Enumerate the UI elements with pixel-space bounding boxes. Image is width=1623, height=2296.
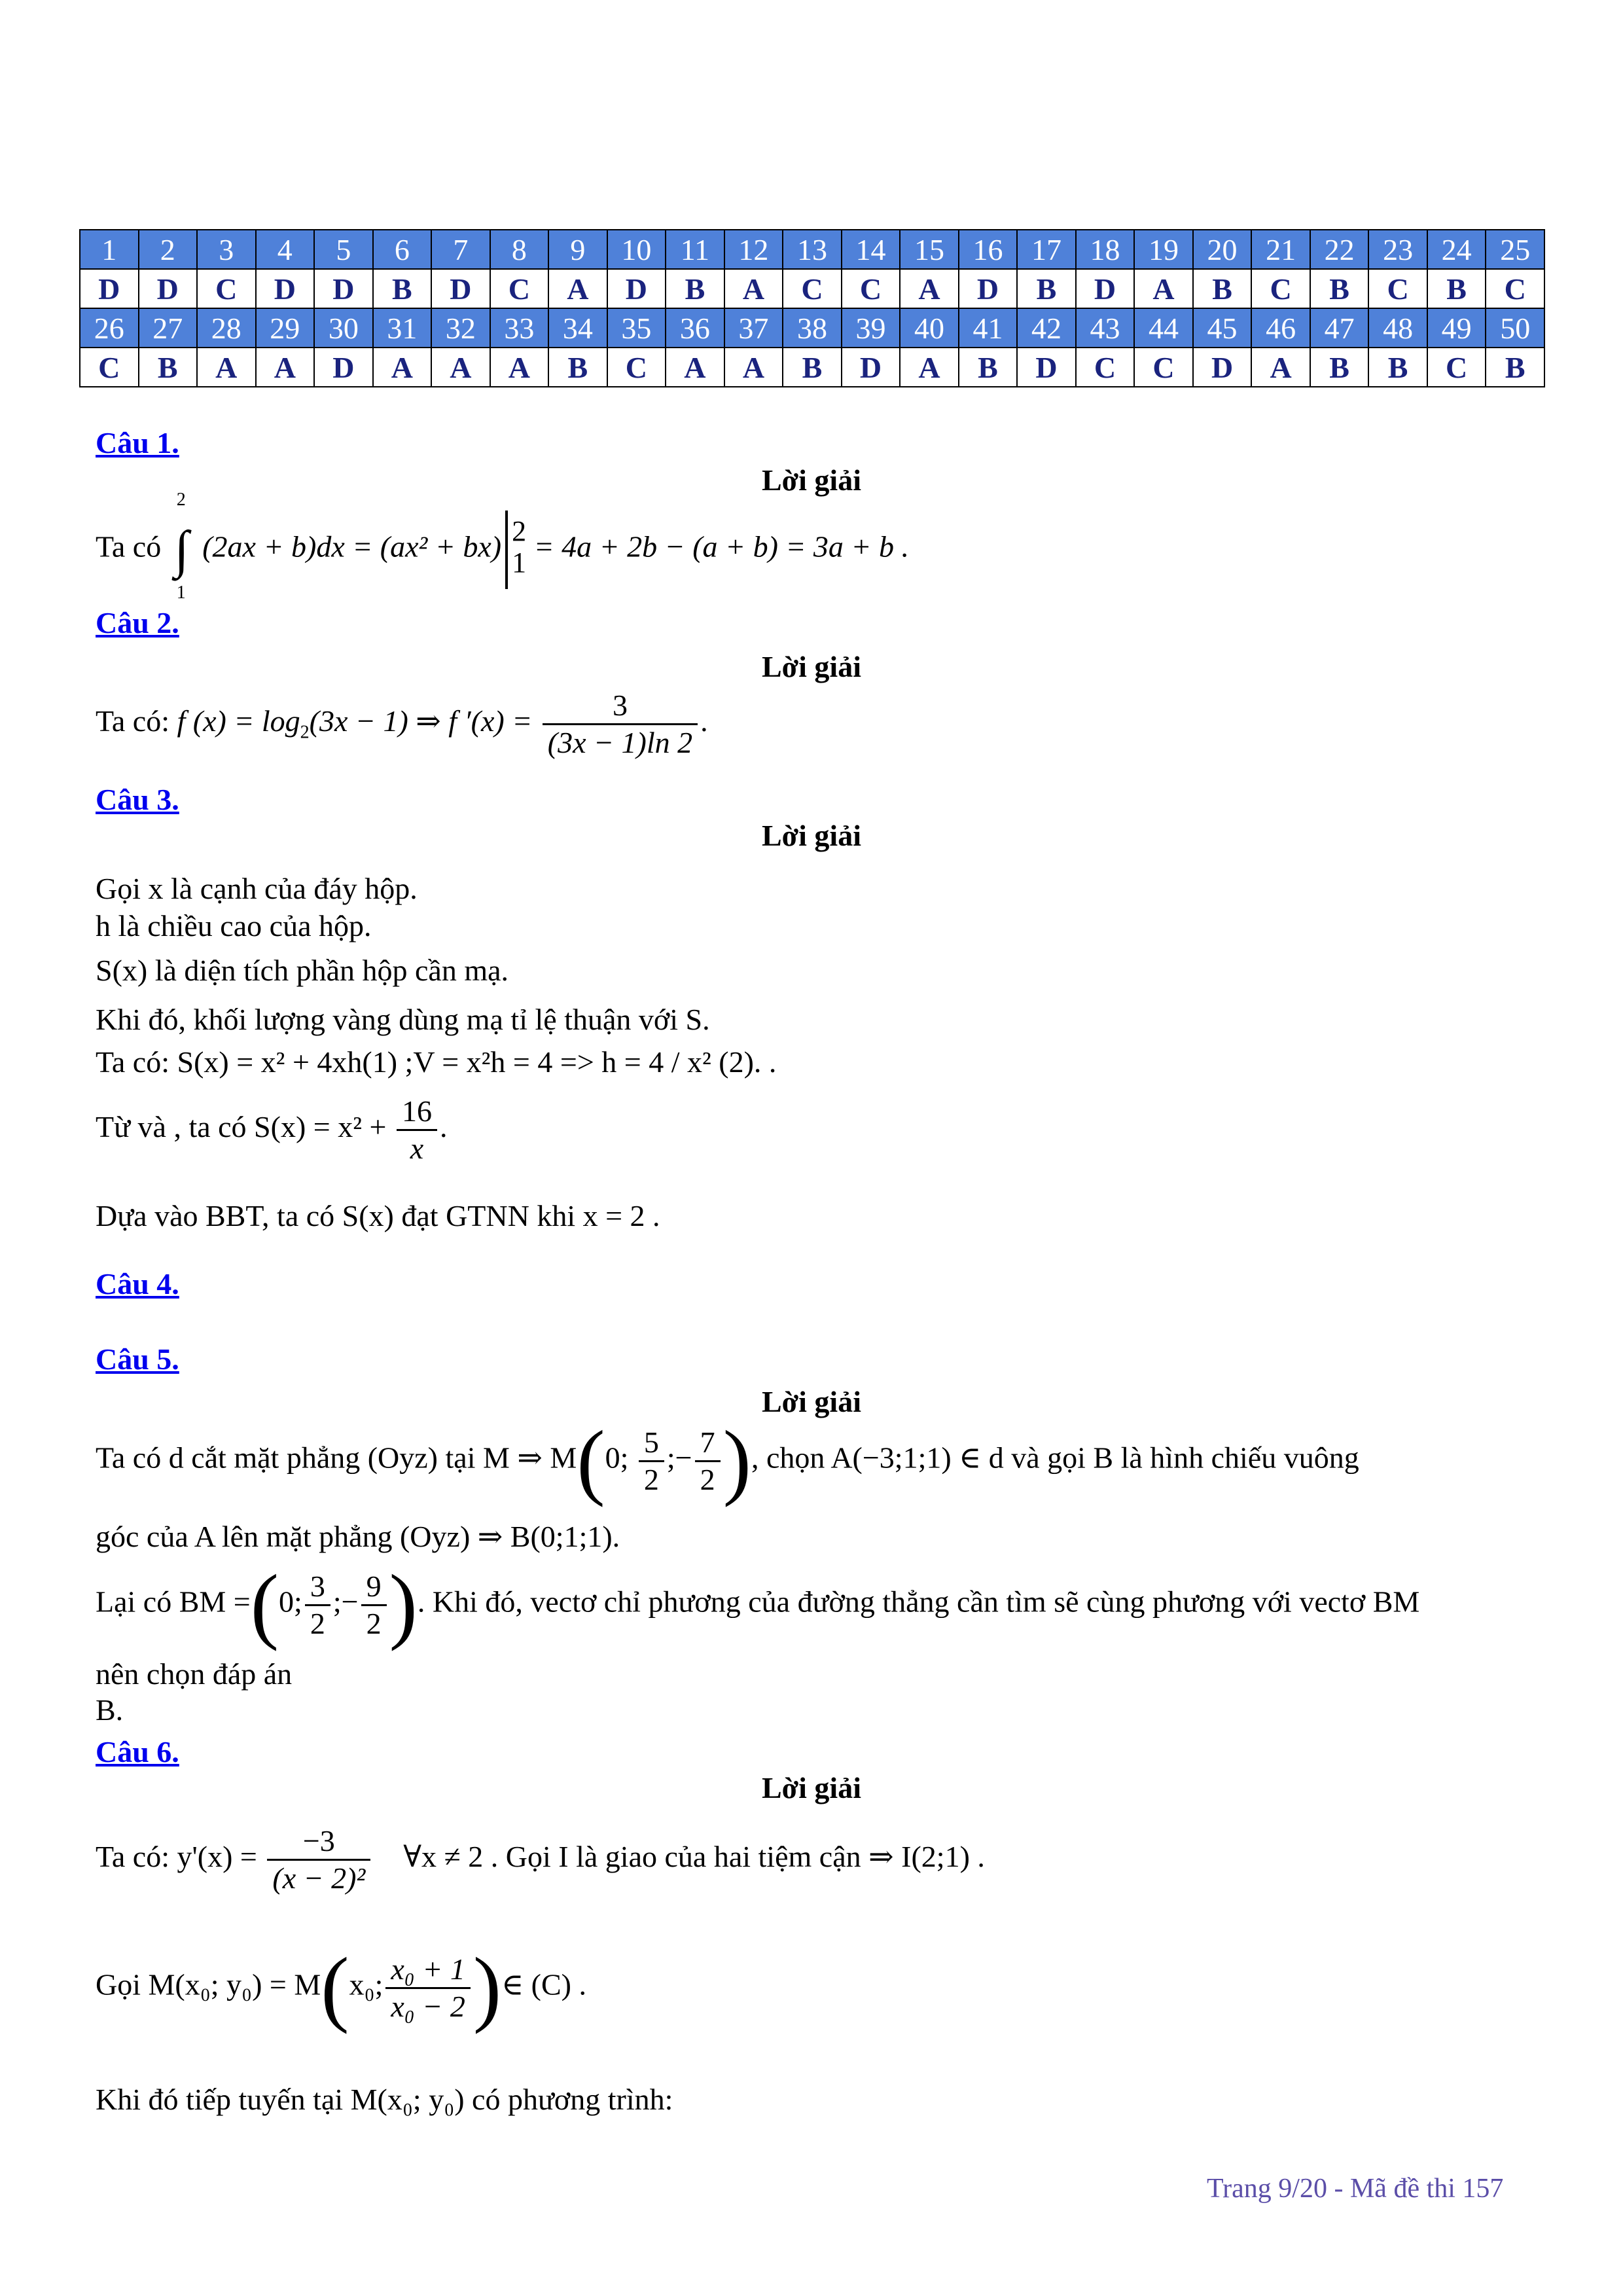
answer-letter-cell: C (842, 269, 901, 308)
answer-letter-cell: A (373, 348, 432, 387)
question-number-cell: 1 (80, 230, 139, 269)
answer-letter-cell: D (1193, 348, 1252, 387)
answer-letter-cell: D (256, 269, 315, 308)
answer-letter-cell: D (842, 348, 901, 387)
q3-line2: h là chiều cao của hộp. (96, 909, 372, 942)
question-number-cell: 5 (314, 230, 373, 269)
question-number-cell: 34 (548, 308, 607, 348)
answer-letter-cell: B (1310, 348, 1369, 387)
answer-letter-cell: B (666, 269, 724, 308)
q3-line7: Dựa vào BBT, ta có S(x) đạt GTNN khi x = 2 . (96, 1199, 660, 1232)
answer-row (80, 269, 1544, 308)
question-number-cell: 10 (607, 230, 666, 269)
answer-letter-cell: A (431, 348, 490, 387)
answer-letter-cell: D (314, 348, 373, 387)
question-number-cell: 32 (431, 308, 490, 348)
question-number-cell: 42 (1017, 308, 1076, 348)
answer-letter-cell: A (724, 269, 783, 308)
q1-solution-label: Lời giải (762, 463, 861, 497)
q2-solution-label: Lời giải (762, 650, 861, 683)
answer-letter-cell: C (1368, 269, 1427, 308)
page-footer: Trang 9/20 - Mã đề thi 157 (1207, 2174, 1504, 2204)
answer-letter-cell: B (1486, 348, 1544, 387)
answer-letter-cell: A (197, 348, 256, 387)
question-number-cell: 8 (490, 230, 549, 269)
answer-letter-cell: D (959, 269, 1018, 308)
answer-row (80, 230, 1544, 269)
q3-line5: Ta có: S(x) = x² + 4xh(1) ;V = x²h = 4 => h = 4 / x² (2). . (96, 1045, 777, 1079)
q3-title: Câu 3. (96, 783, 179, 816)
question-number-cell: 26 (80, 308, 139, 348)
question-number-cell: 39 (842, 308, 901, 348)
answer-row (80, 308, 1544, 348)
question-number-cell: 46 (1251, 308, 1310, 348)
q1-equation: Ta có 2 ∫ 1 (2ax + b)dx = (ax² + bx) 2 1 = 4a + 2b − (a + b) = 3a + b . (96, 490, 909, 603)
q3-solution-label: Lời giải (762, 819, 861, 852)
question-number-cell: 4 (256, 230, 315, 269)
answer-letter-cell: A (1251, 348, 1310, 387)
answer-letter-cell: A (900, 348, 959, 387)
answer-letter-cell: C (197, 269, 256, 308)
answer-letter-cell: A (724, 348, 783, 387)
answer-letter-cell: D (314, 269, 373, 308)
question-number-cell: 47 (1310, 308, 1369, 348)
answer-letter-cell: C (607, 348, 666, 387)
answer-letter-cell: C (1486, 269, 1544, 308)
question-number-cell: 49 (1427, 308, 1486, 348)
question-number-cell: 16 (959, 230, 1018, 269)
q5-solution-label: Lời giải (762, 1385, 861, 1418)
question-number-cell: 30 (314, 308, 373, 348)
q3-line3: S(x) là diện tích phần hộp cần mạ. (96, 954, 509, 987)
answer-letter-cell: C (80, 348, 139, 387)
question-number-cell: 50 (1486, 308, 1544, 348)
question-number-cell: 21 (1251, 230, 1310, 269)
answer-letter-cell: B (548, 348, 607, 387)
answer-letter-cell: B (1310, 269, 1369, 308)
question-number-cell: 2 (139, 230, 198, 269)
question-number-cell: 20 (1193, 230, 1252, 269)
q5-line2: góc của A lên mặt phẳng (Oyz) ⇒ B(0;1;1). (96, 1520, 620, 1553)
q6-line2: Gọi M(x₀; y₀) = M(x₀; $\frac{\text{x₀ + 1}}{\text{x₀ − 2}}$ )∈ (C) . (96, 1941, 586, 2035)
question-number-cell: 22 (1310, 230, 1369, 269)
q5-line5: B. (96, 1693, 124, 1727)
answer-letter-cell: C (1251, 269, 1310, 308)
question-number-cell: 44 (1134, 308, 1193, 348)
q1-title: Câu 1. (96, 426, 179, 459)
question-number-cell: 36 (666, 308, 724, 348)
question-number-cell: 37 (724, 308, 783, 348)
answer-letter-cell: B (1427, 269, 1486, 308)
q6-line3: Khi đó tiếp tuyến tại M(x₀; y₀) có phương trình: (96, 2083, 673, 2116)
answer-letter-cell: D (80, 269, 139, 308)
answer-letter-cell: C (1076, 348, 1135, 387)
question-number-cell: 41 (959, 308, 1018, 348)
q2-equation: Ta có: f $(x) = \log_2(3x - 1)$ ⇒ f ′(x) = $\frac{3}{(3x - 1)\ln 2}$ . (96, 689, 708, 759)
question-number-cell: 31 (373, 308, 432, 348)
answer-letter-cell: A (256, 348, 315, 387)
answer-letter-cell: D (607, 269, 666, 308)
answer-letter-cell: A (1134, 269, 1193, 308)
q4-title: Câu 4. (96, 1267, 179, 1300)
question-number-cell: 27 (139, 308, 198, 348)
q6-title: Câu 6. (96, 1735, 179, 1768)
answer-letter-cell: B (959, 348, 1018, 387)
q2-title: Câu 2. (96, 606, 179, 639)
answer-letter-cell: C (783, 269, 842, 308)
answer-letter-cell: D (431, 269, 490, 308)
question-number-cell: 6 (373, 230, 432, 269)
question-number-cell: 18 (1076, 230, 1135, 269)
answer-letter-cell: A (666, 348, 724, 387)
q6-line1: Ta có: y'(x) = $\frac{-3}{\text{(x − 2)²}}$ ∀x ≠ 2 . Gọi I là giao của hai tiệm cận ⇒ I(2;1) . (96, 1824, 985, 1895)
answer-letter-cell: B (1017, 269, 1076, 308)
q5-line1: Ta có d cắt mặt phẳng (Oyz) tại M ⇒ M(0; $\frac{5}{2}$ ;− $\frac{7}{2}$ ), chọn A(−3;1;1) ∈ d và gọi B là hình chiếu vuông (96, 1414, 1359, 1508)
question-number-cell: 14 (842, 230, 901, 269)
answer-letter-cell: D (139, 269, 198, 308)
q3-line1: Gọi x là cạnh của đáy hộp. (96, 872, 418, 905)
answer-letter-cell: C (490, 269, 549, 308)
answer-letter-cell: B (373, 269, 432, 308)
answer-row (80, 348, 1544, 387)
question-number-cell: 9 (548, 230, 607, 269)
answer-letter-cell: B (1193, 269, 1252, 308)
answer-letter-cell: D (1017, 348, 1076, 387)
answer-letter-cell: A (490, 348, 549, 387)
question-number-cell: 29 (256, 308, 315, 348)
answer-letter-cell: D (1076, 269, 1135, 308)
answer-letter-cell: C (1427, 348, 1486, 387)
question-number-cell: 7 (431, 230, 490, 269)
q3-line6: Từ và , ta có S(x) = x² + $\frac{16}{x}$ . (96, 1094, 448, 1165)
question-number-cell: 28 (197, 308, 256, 348)
answer-letter-cell: C (1134, 348, 1193, 387)
question-number-cell: 38 (783, 308, 842, 348)
q3-line4: Khi đó, khối lượng vàng dùng mạ tỉ lệ thuận với S. (96, 1003, 710, 1036)
question-number-cell: 33 (490, 308, 549, 348)
question-number-cell: 19 (1134, 230, 1193, 269)
question-number-cell: 3 (197, 230, 256, 269)
q5-line3: Lại có BM =(0; $\frac{3}{2}$ ;− $\frac{9}{2}$ ). Khi đó, vectơ chỉ phương của đường thẳng cần tìm sẽ cùng phương với vectơ BM (96, 1558, 1420, 1652)
question-number-cell: 48 (1368, 308, 1427, 348)
q5-title: Câu 5. (96, 1342, 179, 1376)
question-number-cell: 13 (783, 230, 842, 269)
question-number-cell: 12 (724, 230, 783, 269)
answer-letter-cell: B (139, 348, 198, 387)
question-number-cell: 17 (1017, 230, 1076, 269)
q5-line4: nên chọn đáp án (96, 1657, 293, 1691)
answer-letter-cell: A (548, 269, 607, 308)
question-number-cell: 24 (1427, 230, 1486, 269)
question-number-cell: 23 (1368, 230, 1427, 269)
q6-solution-label: Lời giải (762, 1771, 861, 1804)
answer-letter-cell: A (900, 269, 959, 308)
answer-letter-cell: B (783, 348, 842, 387)
question-number-cell: 25 (1486, 230, 1544, 269)
question-number-cell: 45 (1193, 308, 1252, 348)
answer-table (79, 229, 1545, 387)
question-number-cell: 43 (1076, 308, 1135, 348)
question-number-cell: 40 (900, 308, 959, 348)
question-number-cell: 15 (900, 230, 959, 269)
answer-letter-cell: B (1368, 348, 1427, 387)
question-number-cell: 11 (666, 230, 724, 269)
question-number-cell: 35 (607, 308, 666, 348)
